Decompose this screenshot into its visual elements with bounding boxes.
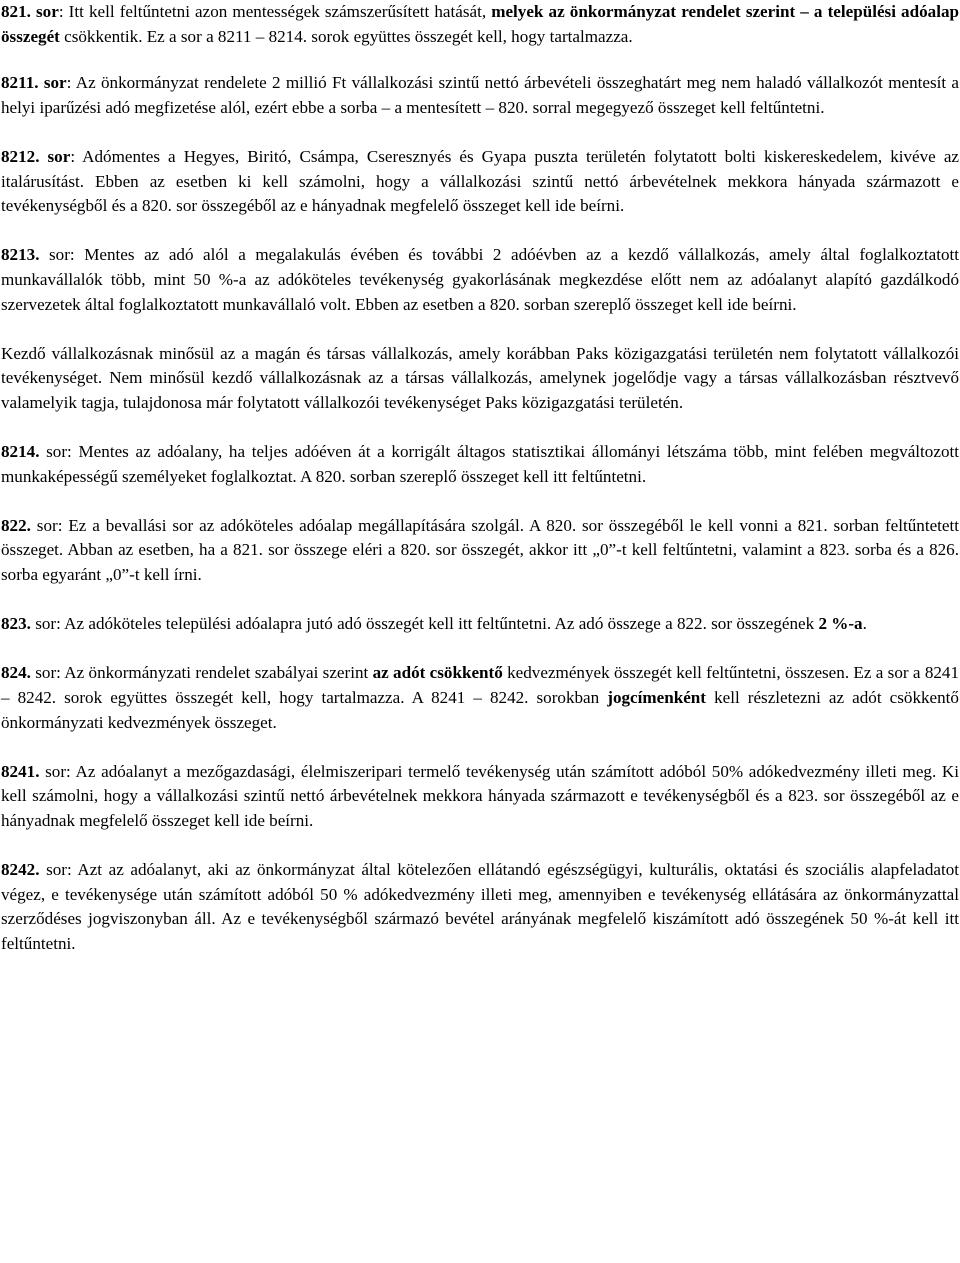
bold-text-segment: jogcímenként (607, 688, 706, 708)
bold-text-segment: 821. (1, 2, 31, 21)
text-segment: sor: Mentes az adó alól a megalakulás évében és további 2 adóévben az a kezdő vállalkozás, amely által foglalkoztatott munkavállalók több, mint 50 %-a az adóköteles tevékenység gyakorlásának megkezdése előtt nem az adóalanyt alapító gazdálkodó szervezetek által foglalkoztatott munkavállaló volt. Ebben az esetben a 820. sorban szereplő összeget kell ide beírni. (1, 245, 959, 314)
bold-text-segment: 823. (1, 614, 31, 634)
bold-text-segment: melyek az önkormányzat rendelet szerint – a települési adóalap összegét (1, 2, 959, 46)
bold-text-segment: 8211. (1, 73, 39, 93)
text-segment: sor: Az adóköteles települési adóalapra jutó adó összegét kell itt feltűntetni. Az adó összege a 822. sor összegének (30, 614, 819, 634)
paragraph-8211 (1, 71, 959, 120)
bold-text-segment: 8242. (1, 860, 40, 880)
text-segment: sor: Az önkormányzati rendelet szabályai szerint (30, 663, 373, 683)
bold-text-segment: sor (47, 146, 71, 166)
paragraph-823 (1, 612, 959, 637)
text-segment: . (862, 614, 867, 634)
text-segment (39, 147, 47, 166)
paragraph-kezdo-vallalkozas (1, 342, 959, 416)
text-segment: kell részletezni az adót csökkentő önkormányzati kedvezmények összeget. (1, 688, 959, 732)
text-segment: : Az önkormányzat rendelete 2 millió Ft vállalkozási szintű nettó árbevételi összeghatárt meg nem haladó vállalkozót mentesít a helyi iparűzési adó megfizetése alól, ezért ebbe a sorba – a mentesített – 820. sorral megegyező összeget kell feltűntetni. (1, 73, 959, 117)
bold-text-segment: 824. (1, 663, 31, 683)
text-segment: sor: Ez a bevallási sor az adóköteles adóalap megállapítására szolgál. A 820. sor összegéből le kell vonni a 821. sorban feltűntetett összeget. Abban az esetben, ha a 821. sor összege eléri a 820. sor összegét, akkor itt „0”-t kell feltűntetni, valamint a 823. sorba és a 826. sorba egyaránt „0”-t kell írni. (1, 515, 959, 585)
text-segment: sor: Azt az adóalanyt, aki az önkormányzat által kötelezően ellátandó egészségügyi, kulturális, oktatási és szociális alapfeladatot végez, e tevékenysége után számított adóból 50 % adókedvezmény illeti meg, amennyiben e tevékenység ellátására az önkormányzattal szerződéses jogviszonyban áll. Az e tevékenységből származó bevétel arányának megfelelő kiszámított adó összegének 50 %-át kell itt feltűntetni. (1, 860, 959, 953)
paragraph-8241 (1, 760, 959, 834)
bold-text-segment: 2 %-a (818, 614, 863, 634)
text-segment: csökkentik. Ez a sor a 8211 – 8214. sorok együttes összegét kell, hogy tartalmazza. (59, 26, 633, 46)
text-segment: sor: Mentes az adóalany, ha teljes adóéven át a korrigált áltagos statisztikai állományi létszáma több, mint felében megváltozott munkaképességű személyeket foglalkoztat. A 820. sorban szereplő összeget kell itt feltűntetni. (1, 442, 959, 486)
text-segment: : Adómentes a Hegyes, Biritó, Csámpa, Cseresznyés és Gyapa puszta területén folytatott bolti kiskereskedelem, kivéve az italárusítást. Ebben az esetben ki kell számolni, hogy a vállalkozási szintű nettó árbevételnek mekkora hányada származott e tevékenységből és a 820. sor összegéből az e hányadnak megfelelő összeget kell ide beírni. (1, 146, 959, 216)
paragraph-8212 (1, 145, 959, 219)
paragraph-821 (1, 0, 959, 49)
paragraph-824 (1, 661, 959, 735)
text-segment: kedvezmények összegét kell feltűntetni, összesen. Ez a sor a 8241 – 8242. sorok együttes összegét kell, hogy tartalmazza. A 8241 – 8242. sorokban (1, 663, 960, 708)
bold-text-segment: 8241. (1, 761, 40, 781)
paragraph-8214 (1, 440, 959, 489)
bold-text-segment: 8213. (1, 245, 40, 265)
text-segment: Kezdő vállalkozásnak minősül az a magán és társas vállalkozás, amely korábban Paks közigazgatási területén nem folytatott vállalkozói tevékenységet. Nem minősül kezdő vállalkozásnak az a társas vállalkozás, amelynek jogelődje vagy a társas vállalkozásban résztvevő valamelyik tagja, tulajdonosa már folytatott vállalkozói tevékenységet Paks közigazgatási területén. (1, 343, 959, 412)
bold-text-segment: sor (36, 2, 59, 21)
text-segment: : Itt kell feltűntetni azon mentességek számszerűsített hatását, (58, 2, 492, 21)
paragraph-8213 (1, 243, 959, 317)
bold-text-segment: 822. (1, 515, 31, 535)
bold-text-segment: az adót csökkentő (372, 663, 503, 683)
bold-text-segment: sor (43, 73, 67, 93)
bold-text-segment: 8214. (1, 442, 40, 462)
text-segment: sor: Az adóalanyt a mezőgazdasági, élelmiszeripari termelő tevékenység után számított adóból 50% adókedvezmény illeti meg. Ki kell számolni, hogy a vállalkozási szintű nettó árbevételnek mekkora hányada származott e tevékenységből és a 823. sor összegéből az e hányadnak megfelelő összeget kell ide beírni. (1, 761, 959, 830)
paragraph-8242 (1, 858, 959, 956)
paragraph-822 (1, 514, 959, 588)
bold-text-segment: 8212. (1, 146, 40, 166)
